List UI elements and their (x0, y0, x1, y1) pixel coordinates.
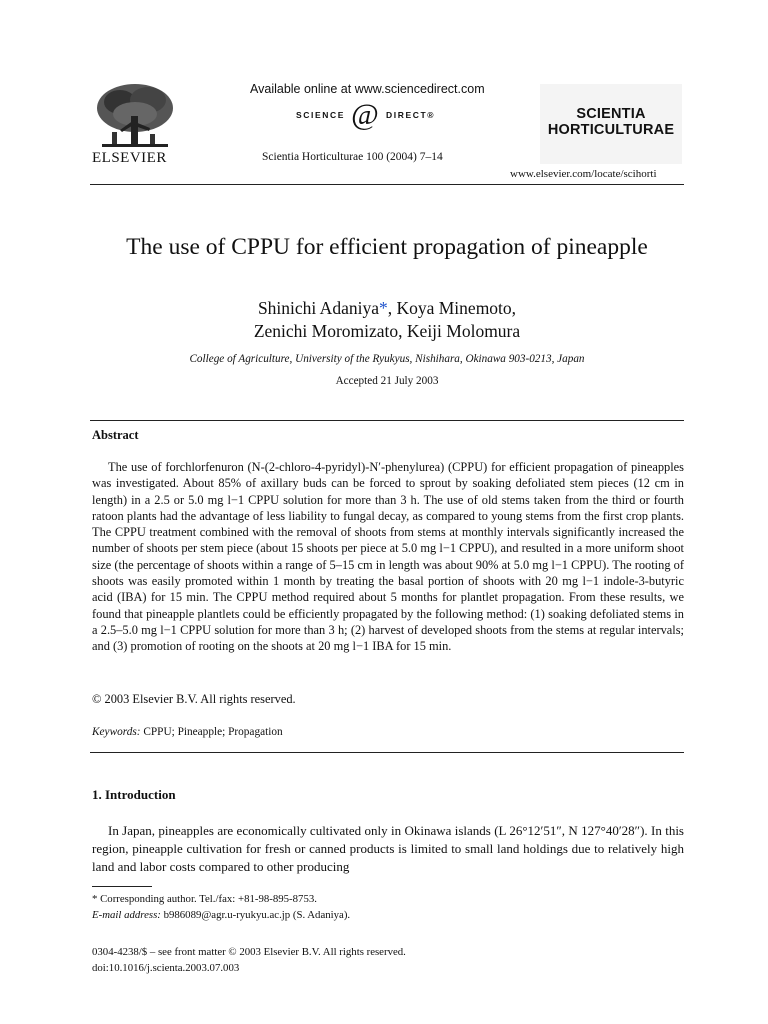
issn-line: 0304-4238/$ – see front matter © 2003 Elsevier B.V. All rights reserved. (92, 946, 406, 958)
sciencedirect-logo-left: SCIENCE (296, 110, 345, 120)
abstract-heading: Abstract (92, 428, 139, 442)
author-name: , Koya Minemoto, (387, 298, 517, 318)
abstract-body: The use of forchlorfenuron (N-(2-chloro-4-pyridyl)-N′-phenylurea) (CPPU) for efficient propagation of pineapples was investigated. About 85% of axillary buds can be forced to sprout by soaking defoliated stem pieces (12 cm in length) in a 2.5 or 5.0 mg l−1 CPPU solution for more than 3 h. The use of old stems taken from the third or fourth ratoon plants had the advantage of less liability to fungal decay, as compared to young stems from the first crop plants. The CPPU treatment combined with the removal of shoots from stems at monthly intervals significantly increased the number of shoots per stem piece (about 15 shoots per piece at 5.0 mg l−1 CPPU), and resulted in a more uniform shoot size (the percentage of shoots within a range of 5–15 cm in length was about 90% at 5.0 mg l−1 CPPU). The rooting of shoots was easily promoted within 1 month by treating the basal portion of shoots with 20 mg l−1 indole-3-butyric acid (IBA) for 15 min. The CPPU method required about 5 months for plantlet propagation. From these results, we found that pineapple plantlets could be efficiently propagated by the following method: (1) soaking defoliated stems in a 2.5–5.0 mg l−1 CPPU solution for more than 3 h; (2) harvest of developed shoots from the stems at regular intervals; and (3) promotion of rooting on the shoots at 20 mg l−1 IBA for 15 min. (92, 460, 684, 654)
email-address-link[interactable]: b986089@agr.u-ryukyu.ac.jp (S. Adaniya). (163, 909, 351, 921)
email-label: E-mail address: (92, 909, 161, 921)
footnote-divider (92, 886, 152, 887)
introduction-body: In Japan, pineapples are economically cultivated only in Okinawa islands (L 26°12′51″, N 127°40′28″). In this region, pineapple cultivation for fresh or canned products is limited to small land holdings due to relatively high land and labor costs compared to other producing (92, 823, 684, 874)
sciencedirect-logo-right: DIRECT® (386, 110, 436, 120)
accepted-date: Accepted 21 July 2003 (335, 375, 439, 387)
available-online-text: Available online at www.sciencedirect.com (250, 82, 485, 96)
publisher-name: ELSEVIER (92, 150, 167, 166)
author-list (90, 297, 684, 343)
header-divider (90, 184, 684, 185)
abstract-divider (90, 420, 684, 421)
doi-link[interactable]: doi:10.1016/j.scienta.2003.07.003 (92, 962, 240, 974)
keywords-label: Keywords: (92, 726, 141, 738)
corresponding-author-footnote: * Corresponding author. Tel./fax: +81-98-895-8753. (92, 893, 317, 905)
abstract-copyright: © 2003 Elsevier B.V. All rights reserved. (92, 692, 296, 706)
corresponding-author-link[interactable]: * (378, 298, 388, 318)
journal-url-link[interactable]: www.elsevier.com/locate/scihorti (510, 168, 657, 180)
sciencedirect-at-icon: @ (351, 98, 379, 131)
author-name: Zenichi Moromizato, Keiji Molomura (253, 321, 521, 341)
journal-citation: Scientia Horticulturae 100 (2004) 7–14 (262, 151, 443, 163)
article-title: The use of CPPU for efficient propagation of pineapple (126, 234, 648, 260)
affiliation: College of Agriculture, University of the Ryukyus, Nishihara, Okinawa 903-0213, Japan (189, 353, 585, 365)
keywords-line (92, 726, 283, 738)
journal-logo-text: SCIENTIA HORTICULTURAE (547, 106, 675, 138)
email-footnote (92, 909, 350, 921)
keywords-divider (90, 752, 684, 753)
keywords-list: CPPU; Pineapple; Propagation (143, 726, 283, 738)
section-heading-introduction: 1. Introduction (92, 787, 176, 802)
author-name: Shinichi Adaniya (257, 298, 379, 318)
